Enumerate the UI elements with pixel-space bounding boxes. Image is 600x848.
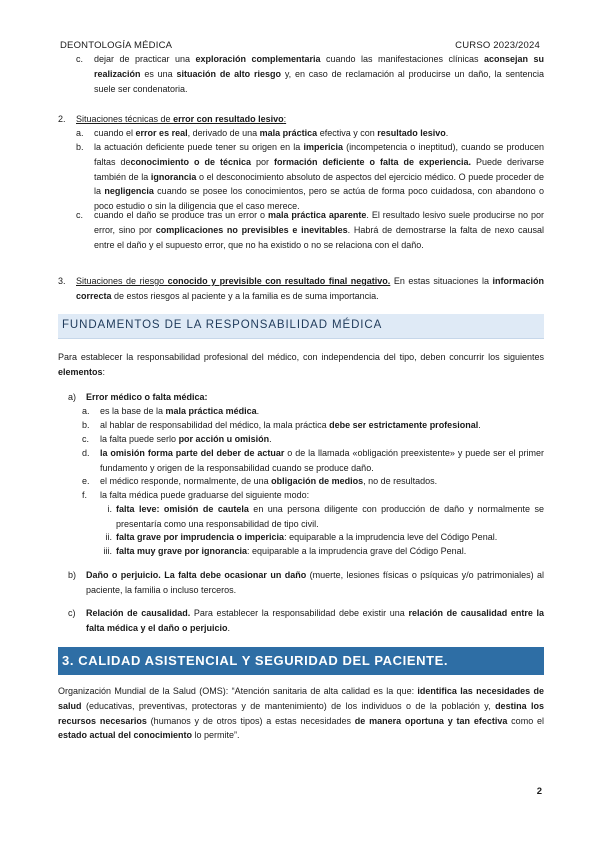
- list-marker: 2.: [58, 114, 66, 124]
- list-item: c. dejar de practicar una exploración complementaria cuando las manifestaciones clínicas aconsejan su realización es una situación de alto riesgo y, en caso de reclamación al producirse un daño, la sentencia suele ser condenatoria.: [76, 54, 544, 94]
- list-marker: a.: [76, 128, 84, 138]
- list-item: b. la actuación deficiente puede tener su origen en la impericia (incompetencia o ineptitud), cuando se producen faltas deconocimiento o de técnica por formación deficiente o falta de experiencia. Puede derivarse también de la ignorancia o el desconocimiento absoluto de aspectos del ejercicio médico. O puede proceder de la negligencia cuando se posee los conocimientos, pero se actúa de forma poco cuidadosa, con abandono o poco estudio o sin la diligencia que el caso merece.: [76, 142, 544, 212]
- list-marker: f.: [82, 490, 88, 500]
- sub-list-item: ii. falta grave por imprudencia o impericia: equiparable a la imprudencia leve del Código Penal.: [116, 530, 544, 545]
- page-number: 2: [536, 786, 542, 797]
- list-marker: c.: [82, 434, 90, 444]
- intro-paragraph: Para establecer la responsabilidad profesional del médico, con independencia del tipo, deben concurrir los siguientes elementos:: [58, 352, 544, 377]
- element-paragraph: b) Daño o perjuicio. La falta debe ocasionar un daño (muerte, lesiones físicas o psíquicas y/o patrimoniales) al paciente, la familia o incluso terceros.: [68, 570, 544, 595]
- list-item: a. es la base de la mala práctica médica.: [100, 404, 544, 419]
- list-item: d. la omisión forma parte del deber de actuar o de la llamada «obligación preexistente» y puede ser el primer fundamento y origen de la responsabilidad cuando se produce daño.: [82, 448, 544, 473]
- list-marker: d.: [82, 448, 90, 458]
- header-course: CURSO 2023/2024: [455, 40, 540, 51]
- list-marker: b.: [76, 142, 84, 152]
- element-paragraph: c) Relación de causalidad. Para establecer la responsabilidad debe existir una relación de causalidad entre la falta médica y el daño o perjuicio.: [68, 608, 544, 633]
- list-marker: iii.: [103, 546, 112, 556]
- list-item: b. al hablar de responsabilidad del médico, la mala práctica debe ser estrictamente profesional.: [100, 418, 544, 433]
- list-marker: a): [68, 392, 77, 402]
- list-marker: a.: [82, 406, 90, 416]
- element-heading: a) Error médico o falta médica:: [86, 390, 544, 405]
- section-heading-band: [58, 314, 544, 339]
- list-marker: b): [68, 570, 77, 580]
- list-marker: i.: [107, 504, 112, 514]
- list-item: c. cuando el daño se produce tras un error o mala práctica aparente. El resultado lesivo suele producirse no por error, sino por complicaciones no previsibles e inevitables. Habrá de demostrarse la falta de nexo causal entre el daño y el supuesto error, que no ha existido o no se relaciona con el daño.: [76, 210, 544, 250]
- list-item: e. el médico responde, normalmente, de una obligación de medios, no de resultados.: [100, 474, 544, 489]
- section-title: FUNDAMENTOS DE LA RESPONSABILIDAD MÉDICA: [62, 319, 383, 331]
- list-marker: c): [68, 608, 76, 618]
- list-item: f. la falta médica puede graduarse del siguiente modo:: [100, 488, 544, 503]
- section-paragraph: 3. Situaciones de riesgo conocido y previsible con resultado final negativo. En estas situaciones la información correcta de estos riesgos al paciente y a la familia es de suma importancia.: [58, 276, 544, 301]
- list-marker: c.: [76, 54, 84, 64]
- header-subject: DEONTOLOGÍA MÉDICA: [60, 40, 173, 51]
- chapter-heading-band: [58, 647, 544, 675]
- list-marker: b.: [82, 420, 90, 430]
- list-marker: c.: [76, 210, 84, 220]
- sub-list-item: iii. falta muy grave por ignorancia: equiparable a la imprudencia grave del Código Penal.: [116, 544, 544, 559]
- list-marker: 3.: [58, 276, 66, 286]
- oms-paragraph: Organización Mundial de la Salud (OMS): “Atención sanitaria de alta calidad es la que: identifica las necesidades de salud (educativas, preventivas, protectoras y de mantenimiento) de los individuos o de la población y, destina los recursos necesarios (humanos y de otros tipos) a estas necesidades de manera oportuna y tan efectiva como el estado actual del conocimiento lo permite”.: [58, 686, 545, 741]
- list-item: c. la falta puede serlo por acción u omisión.: [100, 432, 544, 447]
- chapter-title: 3. CALIDAD ASISTENCIAL Y SEGURIDAD DEL PACIENTE.: [62, 653, 449, 668]
- section-heading: 2. Situaciones técnicas de error con resultado lesivo:: [76, 112, 544, 127]
- list-marker: e.: [82, 476, 90, 486]
- list-item: a. cuando el error es real, derivado de una mala práctica efectiva y con resultado lesivo.: [94, 126, 544, 141]
- list-marker: ii.: [105, 532, 112, 542]
- sub-list-item: i. falta leve: omisión de cautela en una persona diligente con producción de daño y normalmente se presentaría como una responsabilidad de tipo civil.: [116, 502, 544, 532]
